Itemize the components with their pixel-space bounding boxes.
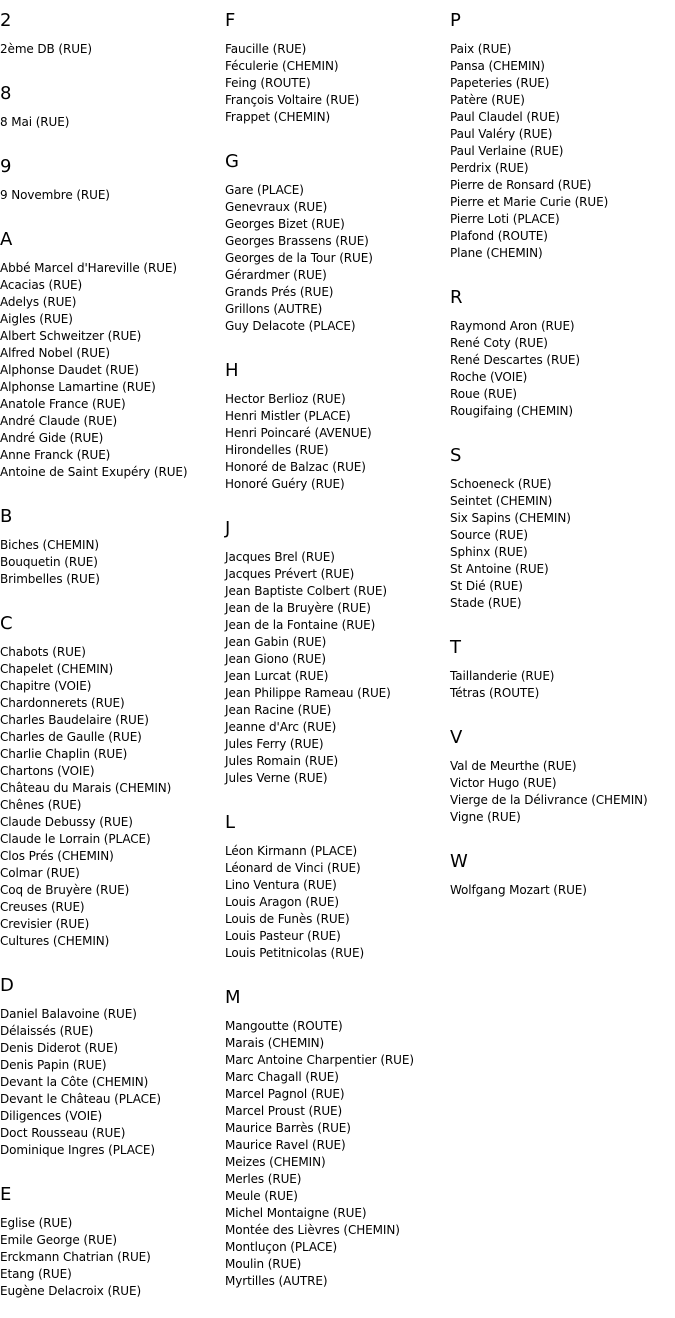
street-link[interactable]: Jules Verne (RUE) [225,771,328,785]
street-link[interactable]: Biches (CHEMIN) [0,538,99,552]
street-link[interactable]: Chapelet (CHEMIN) [0,662,114,676]
letter-heading: W [450,851,468,872]
street-link[interactable]: 9 Novembre (RUE) [0,188,110,202]
street-link[interactable]: François Voltaire (RUE) [225,93,360,107]
street-link[interactable]: Chartons (VOIE) [0,764,95,778]
street-index-column-1 [0,0,222,1300]
street-link[interactable]: Faucille (RUE) [225,42,307,56]
street-link[interactable]: Michel Montaigne (RUE) [225,1206,367,1220]
street-link[interactable]: Chênes (RUE) [0,798,82,812]
street-link[interactable]: Wolfgang Mozart (RUE) [450,883,587,897]
street-link[interactable]: Paul Claudel (RUE) [450,110,560,124]
letter-heading: 2 [0,10,12,31]
street-link[interactable]: Jules Ferry (RUE) [225,737,324,751]
street-link[interactable]: Marc Chagall (RUE) [225,1070,339,1084]
letter-heading: 8 [0,83,12,104]
street-list [0,1215,222,1300]
street-link[interactable]: Georges de la Tour (RUE) [225,251,373,265]
street-list [450,318,672,420]
letter-group [450,728,672,826]
letter-group [450,288,672,420]
street-link[interactable]: Léonard de Vinci (RUE) [225,861,361,875]
street-link[interactable]: Claude le Lorrain (PLACE) [0,832,151,846]
street-link[interactable]: Stade (RUE) [450,596,522,610]
street-link[interactable]: Cultures (CHEMIN) [0,934,110,948]
street-list [450,882,672,899]
street-link[interactable]: Pansa (CHEMIN) [450,59,545,73]
street-link[interactable]: Marcel Pagnol (RUE) [225,1087,345,1101]
street-link[interactable]: Myrtilles (AUTRE) [225,1274,328,1288]
street-link[interactable]: Guy Delacote (PLACE) [225,319,356,333]
letter-group [450,852,672,899]
street-link[interactable]: Moulin (RUE) [225,1257,302,1271]
street-link[interactable]: 8 Mai (RUE) [0,115,70,129]
street-link[interactable]: Pierre et Marie Curie (RUE) [450,195,609,209]
street-link[interactable]: Château du Marais (CHEMIN) [0,781,172,795]
street-link[interactable]: Doct Rousseau (RUE) [0,1126,126,1140]
letter-heading: D [0,975,14,996]
street-link[interactable]: Paix (RUE) [450,42,512,56]
street-link[interactable]: Tétras (ROUTE) [450,686,540,700]
street-link[interactable]: Jean Baptiste Colbert (RUE) [225,584,387,598]
street-link[interactable]: Eglise (RUE) [0,1216,73,1230]
street-link[interactable]: Victor Hugo (RUE) [450,776,557,790]
street-link[interactable]: Val de Meurthe (RUE) [450,759,577,773]
street-link[interactable]: Henri Mistler (PLACE) [225,409,351,423]
street-link[interactable]: Source (RUE) [450,528,528,542]
letter-group [225,361,447,493]
street-link[interactable]: André Claude (RUE) [0,414,118,428]
street-link[interactable]: Charles de Gaulle (RUE) [0,730,142,744]
street-link[interactable]: Bouquetin (RUE) [0,555,98,569]
street-link[interactable]: Anatole France (RUE) [0,397,126,411]
street-list [225,182,447,335]
street-link[interactable]: Georges Bizet (RUE) [225,217,345,231]
street-link[interactable]: Marcel Proust (RUE) [225,1104,343,1118]
letter-group [450,446,672,612]
street-link[interactable]: Plafond (ROUTE) [450,229,548,243]
letter-heading: R [450,287,463,308]
street-link[interactable]: Creuses (RUE) [0,900,85,914]
street-link[interactable]: Honoré Guéry (RUE) [225,477,345,491]
street-link[interactable]: Alphonse Lamartine (RUE) [0,380,156,394]
street-link[interactable]: Délaissés (RUE) [0,1024,94,1038]
street-link[interactable]: Roche (VOIE) [450,370,528,384]
street-link[interactable]: Daniel Balavoine (RUE) [0,1007,137,1021]
street-link[interactable]: Jacques Prévert (RUE) [225,567,355,581]
letter-group [225,11,447,126]
street-link[interactable]: Montluçon (PLACE) [225,1240,338,1254]
street-link[interactable]: St Antoine (RUE) [450,562,549,576]
street-link[interactable]: Anne Franck (RUE) [0,448,111,462]
letter-heading: B [0,506,13,527]
street-link[interactable]: Paul Valéry (RUE) [450,127,553,141]
street-link[interactable]: Erckmann Chatrian (RUE) [0,1250,151,1264]
street-link[interactable]: Taillanderie (RUE) [450,669,555,683]
street-link[interactable]: Papeteries (RUE) [450,76,550,90]
street-link[interactable]: Hector Berlioz (RUE) [225,392,346,406]
street-list [0,187,222,204]
street-link[interactable]: Alphonse Daudet (RUE) [0,363,139,377]
street-link[interactable]: 2ème DB (RUE) [0,42,92,56]
street-link[interactable]: Vigne (RUE) [450,810,521,824]
street-link[interactable]: Marais (CHEMIN) [225,1036,325,1050]
street-link[interactable]: Aigles (RUE) [0,312,73,326]
street-link[interactable]: Diligences (VOIE) [0,1109,103,1123]
street-link[interactable]: Gare (PLACE) [225,183,304,197]
street-link[interactable]: Lino Ventura (RUE) [225,878,337,892]
street-link[interactable]: Chabots (RUE) [0,645,86,659]
street-link[interactable]: Etang (RUE) [0,1267,72,1281]
street-link[interactable]: Georges Brassens (RUE) [225,234,369,248]
street-list [450,668,672,702]
street-link[interactable]: Dominique Ingres (PLACE) [0,1143,155,1157]
street-link[interactable]: André Gide (RUE) [0,431,104,445]
street-link[interactable]: René Coty (RUE) [450,336,548,350]
letter-heading: V [450,727,463,748]
letter-group [0,230,222,481]
street-link[interactable]: Clos Prés (CHEMIN) [0,849,114,863]
street-list [0,41,222,58]
street-link[interactable]: Raymond Aron (RUE) [450,319,575,333]
street-link[interactable]: Charles Baudelaire (RUE) [0,713,149,727]
street-link[interactable]: Brimbelles (RUE) [0,572,100,586]
street-list [0,260,222,481]
street-link[interactable]: Plane (CHEMIN) [450,246,543,260]
street-link[interactable]: Jeanne d'Arc (RUE) [225,720,337,734]
street-link[interactable]: Schoeneck (RUE) [450,477,552,491]
letter-group [0,976,222,1159]
street-link[interactable]: Eugène Delacroix (RUE) [0,1284,142,1298]
street-link[interactable]: Patère (RUE) [450,93,525,107]
street-link[interactable]: Jules Romain (RUE) [225,754,339,768]
letter-group [225,988,447,1290]
street-link[interactable]: Crevisier (RUE) [0,917,90,931]
street-link[interactable]: Albert Schweitzer (RUE) [0,329,142,343]
letter-group [0,507,222,588]
street-link[interactable]: Henri Poincaré (AVENUE) [225,426,372,440]
street-list [450,41,672,262]
letter-heading: H [225,360,239,381]
letter-heading: F [225,10,236,31]
letter-heading: J [225,518,231,539]
street-link[interactable]: Acacias (RUE) [0,278,83,292]
street-list [225,391,447,493]
street-link[interactable]: Colmar (RUE) [0,866,80,880]
street-link[interactable]: Grands Prés (RUE) [225,285,334,299]
letter-heading: G [225,151,239,172]
street-link[interactable]: Chapitre (VOIE) [0,679,92,693]
letter-heading: S [450,445,462,466]
street-list [0,1006,222,1159]
street-list [225,41,447,126]
street-link[interactable]: Paul Verlaine (RUE) [450,144,564,158]
letter-heading: E [0,1184,12,1205]
street-link[interactable]: Devant le Château (PLACE) [0,1092,161,1106]
street-link[interactable]: Charlie Chaplin (RUE) [0,747,128,761]
street-list [225,1018,447,1290]
street-link[interactable]: Pierre Loti (PLACE) [450,212,560,226]
street-link[interactable]: Meizes (CHEMIN) [225,1155,326,1169]
street-link[interactable]: Denis Papin (RUE) [0,1058,107,1072]
street-link[interactable]: Chardonnerets (RUE) [0,696,125,710]
street-link[interactable]: Jean Racine (RUE) [225,703,332,717]
street-link[interactable]: Maurice Barrès (RUE) [225,1121,351,1135]
street-link[interactable]: Adelys (RUE) [0,295,77,309]
street-link[interactable]: Seintet (CHEMIN) [450,494,553,508]
street-link[interactable]: Feing (ROUTE) [225,76,311,90]
letter-group [225,152,447,335]
letter-heading: P [450,10,461,31]
street-link[interactable]: Meule (RUE) [225,1189,298,1203]
street-link[interactable]: Pierre de Ronsard (RUE) [450,178,592,192]
street-link[interactable]: Jean Gabin (RUE) [225,635,327,649]
street-link[interactable]: Féculerie (CHEMIN) [225,59,339,73]
street-link[interactable]: Jean Lurcat (RUE) [225,669,329,683]
street-link[interactable]: Abbé Marcel d'Hareville (RUE) [0,261,177,275]
letter-group [0,614,222,950]
letter-group [225,519,447,787]
street-list [450,476,672,612]
street-link[interactable]: Jean de la Bruyère (RUE) [225,601,371,615]
street-link[interactable]: Jacques Brel (RUE) [225,550,335,564]
street-link[interactable]: Louis Petitnicolas (RUE) [225,946,365,960]
street-list [0,114,222,131]
street-list [225,843,447,962]
street-link[interactable]: René Descartes (RUE) [450,353,580,367]
letter-heading: 9 [0,156,12,177]
street-link[interactable]: Alfred Nobel (RUE) [0,346,110,360]
street-link[interactable]: Vierge de la Délivrance (CHEMIN) [450,793,648,807]
street-link[interactable]: Gérardmer (RUE) [225,268,327,282]
street-link[interactable]: St Dié (RUE) [450,579,523,593]
letter-heading: T [450,637,461,658]
street-link[interactable]: Léon Kirmann (PLACE) [225,844,358,858]
street-link[interactable]: Montée des Lièvres (CHEMIN) [225,1223,400,1237]
street-link[interactable]: Merles (RUE) [225,1172,302,1186]
street-link[interactable]: Devant la Côte (CHEMIN) [0,1075,149,1089]
letter-heading: L [225,812,236,833]
letter-group [0,11,222,58]
street-list [0,537,222,588]
street-link[interactable]: Louis de Funès (RUE) [225,912,350,926]
street-list [225,549,447,787]
street-link[interactable]: Six Sapins (CHEMIN) [450,511,571,525]
street-link[interactable]: Denis Diderot (RUE) [0,1041,118,1055]
street-link[interactable]: Antoine de Saint Exupéry (RUE) [0,465,188,479]
letter-group [225,813,447,962]
street-link[interactable]: Jean Philippe Rameau (RUE) [225,686,391,700]
letter-group [0,1185,222,1300]
street-link[interactable]: Genevraux (RUE) [225,200,328,214]
letter-heading: A [0,229,13,250]
street-link[interactable]: Frappet (CHEMIN) [225,110,331,124]
street-link[interactable]: Perdrix (RUE) [450,161,529,175]
street-link[interactable]: Mangoutte (ROUTE) [225,1019,343,1033]
street-link[interactable]: Claude Debussy (RUE) [0,815,133,829]
street-link[interactable]: Marc Antoine Charpentier (RUE) [225,1053,414,1067]
street-index-column-2 [225,0,447,1290]
street-list [450,758,672,826]
street-link[interactable]: Louis Pasteur (RUE) [225,929,341,943]
street-list [0,644,222,950]
letter-heading: C [0,613,13,634]
street-index-column-3 [450,0,672,899]
street-link[interactable]: Hirondelles (RUE) [225,443,329,457]
letter-group [0,84,222,131]
street-link[interactable]: Grillons (AUTRE) [225,302,323,316]
street-link[interactable]: Emile George (RUE) [0,1233,117,1247]
letter-group [450,638,672,702]
street-link[interactable]: Jean Giono (RUE) [225,652,326,666]
street-link[interactable]: Maurice Ravel (RUE) [225,1138,346,1152]
street-link[interactable]: Jean de la Fontaine (RUE) [225,618,376,632]
letter-heading: M [225,987,241,1008]
street-link[interactable]: Roue (RUE) [450,387,518,401]
street-link[interactable]: Honoré de Balzac (RUE) [225,460,366,474]
street-link[interactable]: Louis Aragon (RUE) [225,895,339,909]
street-link[interactable]: Sphinx (RUE) [450,545,528,559]
letter-group [450,11,672,262]
street-link[interactable]: Rougifaing (CHEMIN) [450,404,573,418]
letter-group [0,157,222,204]
street-link[interactable]: Coq de Bruyère (RUE) [0,883,130,897]
